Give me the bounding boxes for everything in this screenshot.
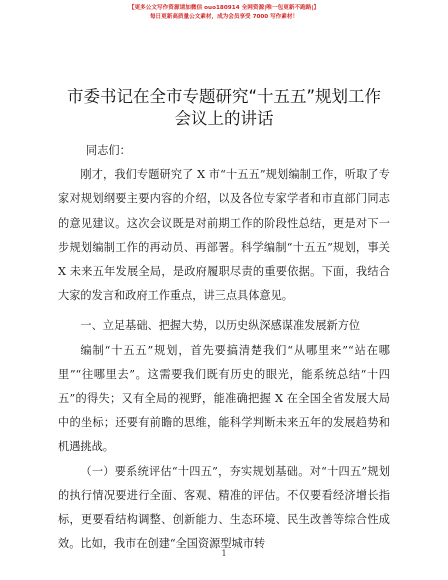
greeting: 同志们：	[86, 144, 131, 157]
document-title	[40, 86, 408, 130]
document-body	[58, 139, 390, 556]
body-paragraph-subsection-1: （一）要系统评估“十四五”，夯实规划基础。对“十四五”规划的执行情况要进行全面、客观、精准的评估。不仅要看经济增长指标，更要看结构调整、创新能力、生态环境、民生改善等综合性成效。比如，我市在创建“全国资源型城市转	[58, 464, 390, 551]
body-paragraph-section-1: 编制“十五五”规划，首先要搞清楚我们“从哪里来”“站在哪里”“往哪里去”。这需要我们既有历史的眼光，能系统总结“十四五”的得失；又有全局的视野，能准确把握 X 在全国全省发展大局中的坐标；还要有前瞻的思维，能科学判断未来五年的发展趋势和机遇挑战。	[58, 343, 390, 454]
section-heading-1: 一、立足基础、把握大势，以历史纵深感谋准发展新方位	[80, 319, 361, 333]
promo-banner-line-2: 每日更新高质量公文素材，成为会员享受 7000 写作素材！	[149, 14, 299, 20]
document-title-line-1: 市委书记在全市专题研究“十五五”规划工作	[66, 87, 382, 106]
document-title-line-2: 会议上的讲话	[174, 109, 274, 128]
body-paragraph-intro: 刚才，我们专题研究了 X 市“十五五”规划编制工作，听取了专家对规划纲要主要内容的介绍，以及各位专家学者和市直部门同志的意见建议。这次会议既是对前期工作的阶段性总结，更是对下一步规划编制工作的再动员、再部署。科学编制“十五五”规划，事关 X 未来五年发展全局，是政府履职尽责的重要依据。下面，我结合大家的发言和政府工作重点，讲三点具体意见。	[58, 168, 390, 303]
promo-banner-line-1: 【更多公文写作资源请加微信 ouo180914 全网资源|唯一包更新不跑路|】	[128, 5, 320, 11]
page-number: 1	[221, 549, 227, 558]
promo-banner	[0, 4, 448, 22]
